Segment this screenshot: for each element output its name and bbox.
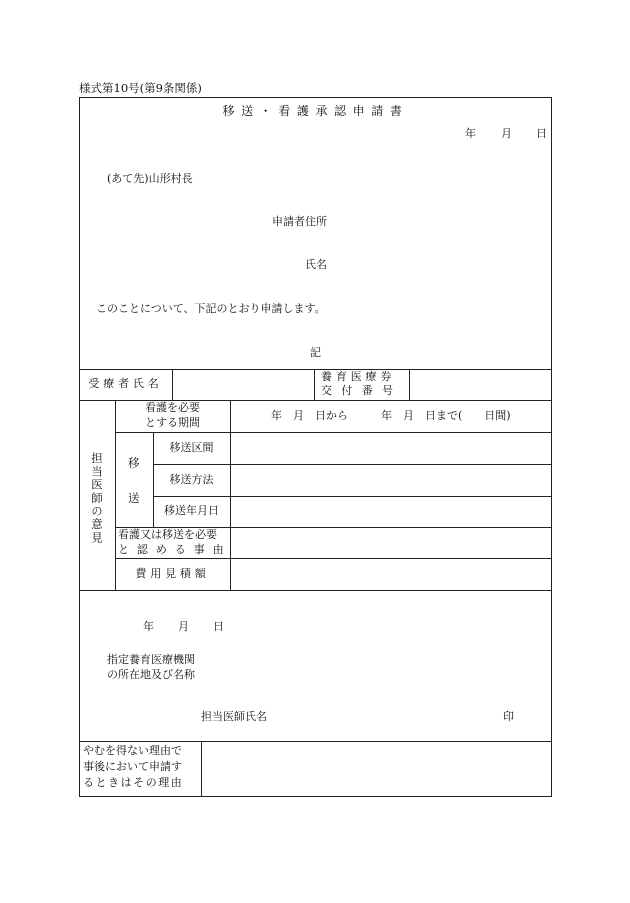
period-label-2: とする期間 xyxy=(145,416,200,429)
institution-label-2: の所在地及び名称 xyxy=(107,668,195,681)
date-year: 年 xyxy=(465,127,476,140)
transfer-section-label: 移送区間 xyxy=(169,441,214,454)
period-label-1: 看護を必要 xyxy=(145,401,200,414)
column-divider xyxy=(230,400,231,590)
doctor-opinion-label: 担当医師の意見 xyxy=(90,452,104,545)
ticket-label-2: 交付番号 xyxy=(321,384,403,397)
column-divider xyxy=(409,369,410,400)
statement: このことについて、下記のとおり申請します。 xyxy=(96,302,326,315)
doctor-name-label: 担当医師氏名 xyxy=(201,710,267,723)
recipient-name-label: 受療者氏名 xyxy=(88,377,163,390)
row-divider xyxy=(79,590,552,591)
transfer-method-label: 移送方法 xyxy=(169,473,214,486)
column-divider xyxy=(314,369,315,400)
cost-estimate-label: 費用見積額 xyxy=(135,567,210,580)
form-title: 移送・看護承認申請書 xyxy=(222,104,409,118)
application-form xyxy=(79,97,552,797)
period-text: 年 月 日から 年 月 日まで( 日間) xyxy=(271,409,511,422)
transfer-date-label: 移送年月日 xyxy=(164,504,219,517)
ki-label: 記 xyxy=(310,346,321,359)
row-divider xyxy=(153,464,552,465)
date-day: 日 xyxy=(536,127,547,140)
date-month: 月 xyxy=(501,127,512,140)
column-divider xyxy=(172,369,173,400)
applicant-address-label: 申請者住所 xyxy=(272,215,327,228)
late-reason-2: 事後において申請す xyxy=(83,760,182,773)
transfer-side-1: 移 xyxy=(128,456,140,470)
row-divider xyxy=(115,558,552,559)
ticket-label-1: 養育医療券 xyxy=(321,370,396,383)
addressee: (あて先)山形村長 xyxy=(107,172,193,185)
reason-label-2: と認める事由 xyxy=(118,543,232,556)
row-divider xyxy=(153,496,552,497)
row-divider xyxy=(79,741,552,742)
late-reason-1: やむを得ない理由で xyxy=(83,744,182,757)
sign-date-month: 月 xyxy=(178,620,189,633)
row-divider xyxy=(79,369,552,370)
seal-mark: 印 xyxy=(503,710,514,723)
applicant-name-label: 氏名 xyxy=(305,258,327,271)
reason-label-1: 看護又は移送を必要 xyxy=(118,528,217,541)
transfer-side-2: 送 xyxy=(128,491,140,505)
institution-label-1: 指定養育医療機関 xyxy=(107,653,195,666)
sign-date-day: 日 xyxy=(213,620,224,633)
column-divider xyxy=(201,741,202,797)
row-divider xyxy=(115,432,552,433)
form-caption: 様式第10号(第9条関係) xyxy=(79,81,202,95)
late-reason-3: るときはその理由 xyxy=(83,776,184,789)
sign-date-year: 年 xyxy=(143,620,154,633)
